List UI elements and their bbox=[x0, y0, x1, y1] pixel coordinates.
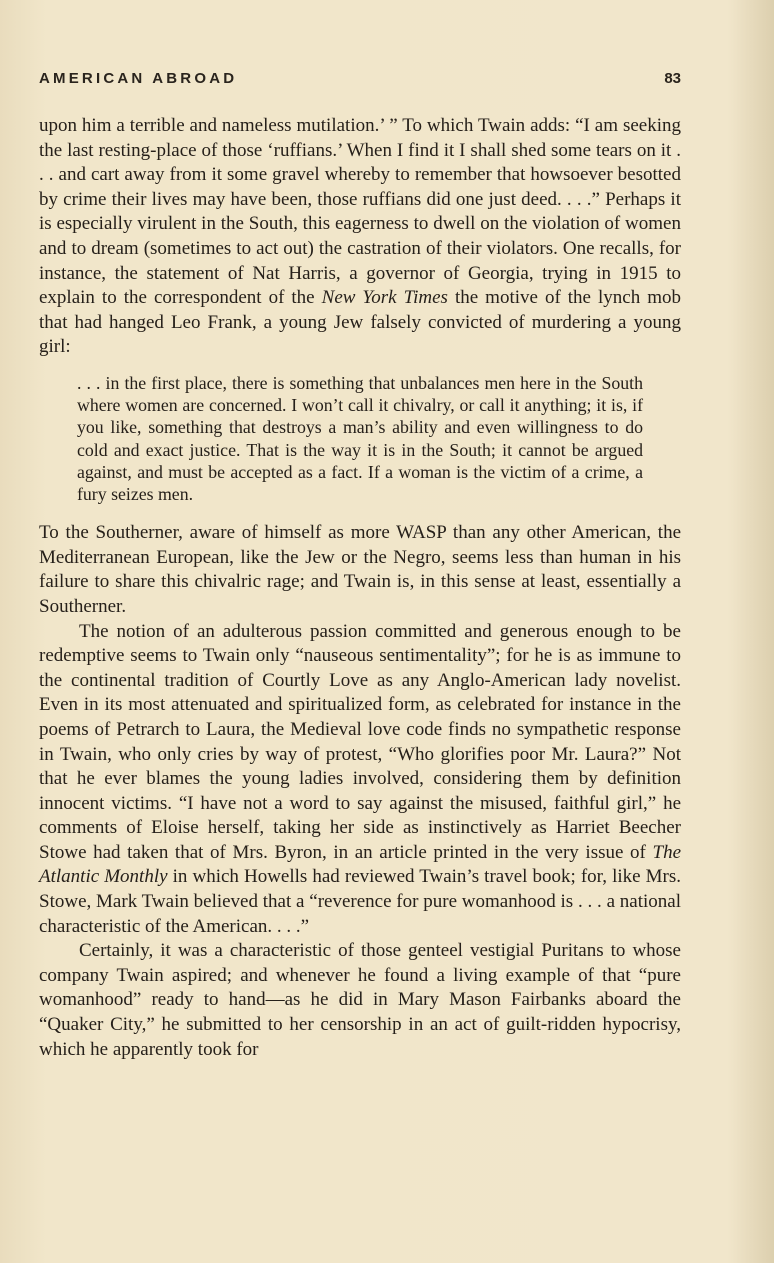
page-number: 83 bbox=[664, 70, 681, 87]
paragraph-3-text-a: The notion of an adulterous passion committed and generous enough to be redemptive seems to Twain only “nauseous sentimentality”; for he is as immune to the continental tradition of Courtly Love as any Anglo-American lady novelist. Even in its most attenuated and spiritualized form, as celebrated for instance in the poems of Petrarch to Laura, the Medieval love code finds no sympathetic response in Twain, who only cries by way of protest, “Who glorifies poor Mr. Laura?” Not that he ever blames the young ladies involved, considering them by definition innocent victims. “I have not a word to say against the misused, faithful girl,” he comments of Eloise herself, taking her side as instinctively as Harriet Beecher Stowe had taken that of Mrs. Byron, in an article printed in the very issue of bbox=[39, 620, 681, 863]
running-head: AMERICAN ABROAD bbox=[39, 70, 238, 87]
paragraph-1-text-a: upon him a terrible and nameless mutilation.’ ” To which Twain adds: “I am seeking the last resting-place of those ‘ruffians.’ When I find it I shall shed some tears on it . . . and cart away from it some gravel whereby to remember that howsoever besotted by crime their lives may have been, those ruffians did one just deed. . . .” Perhaps it is especially virulent in the South, this eagerness to dwell on the violation of women and to dream (sometimes to act out) the castration of their violators. One recalls, for instance, the statement of Nat Harris, a governor of Georgia, trying in 1915 to explain to the correspondent of the bbox=[39, 115, 681, 309]
paragraph-4: Certainly, it was a characteristic of those genteel vestigial Puritans to whose company Twain aspired; and whenever he found a living example of that “pure womanhood” ready to hand—as he did in Mary Mason Fairbanks aboard the “Quaker City,” he submitted to her censorship in an act of guilt-ridden hypocrisy, which he apparently took for bbox=[39, 940, 681, 1060]
paragraph-1-text-b: the motive of the lynch mob that had hanged Leo Frank, a young Jew falsely convicted of murdering a young girl: bbox=[39, 287, 681, 358]
paragraph-3-text-b: in which Howells had reviewed Twain’s travel book; for, like Mrs. Stowe, Mark Twain believed that a “reverence for pure womanhood is . . . a national characteristic of the American. . . .” bbox=[39, 866, 681, 937]
page-header bbox=[39, 64, 681, 90]
paragraph-3 bbox=[39, 620, 681, 940]
page-body bbox=[39, 114, 681, 1062]
block-quote: . . . in the first place, there is something that unbalances men here in the South where women are concerned. I won’t call it chivalry, or call it anything; it is, if you like, something that destroys a man’s ability and even willingness to do cold and exact justice. That is the way it is in the South; it cannot be argued against, and must be accepted as a fact. If a woman is the victim of a crime, a fury seizes men. bbox=[77, 372, 643, 504]
newspaper-title: New York Times bbox=[321, 287, 448, 309]
magazine-title: The Atlantic Monthly bbox=[39, 841, 681, 888]
paragraph-1 bbox=[39, 114, 681, 360]
paragraph-2: To the Southerner, aware of himself as more WASP than any other American, the Mediterranean European, like the Jew or the Negro, seems less than human in his failure to share this chivalric rage; and Twain is, in this sense at least, essentially a Southerner. bbox=[39, 522, 681, 617]
